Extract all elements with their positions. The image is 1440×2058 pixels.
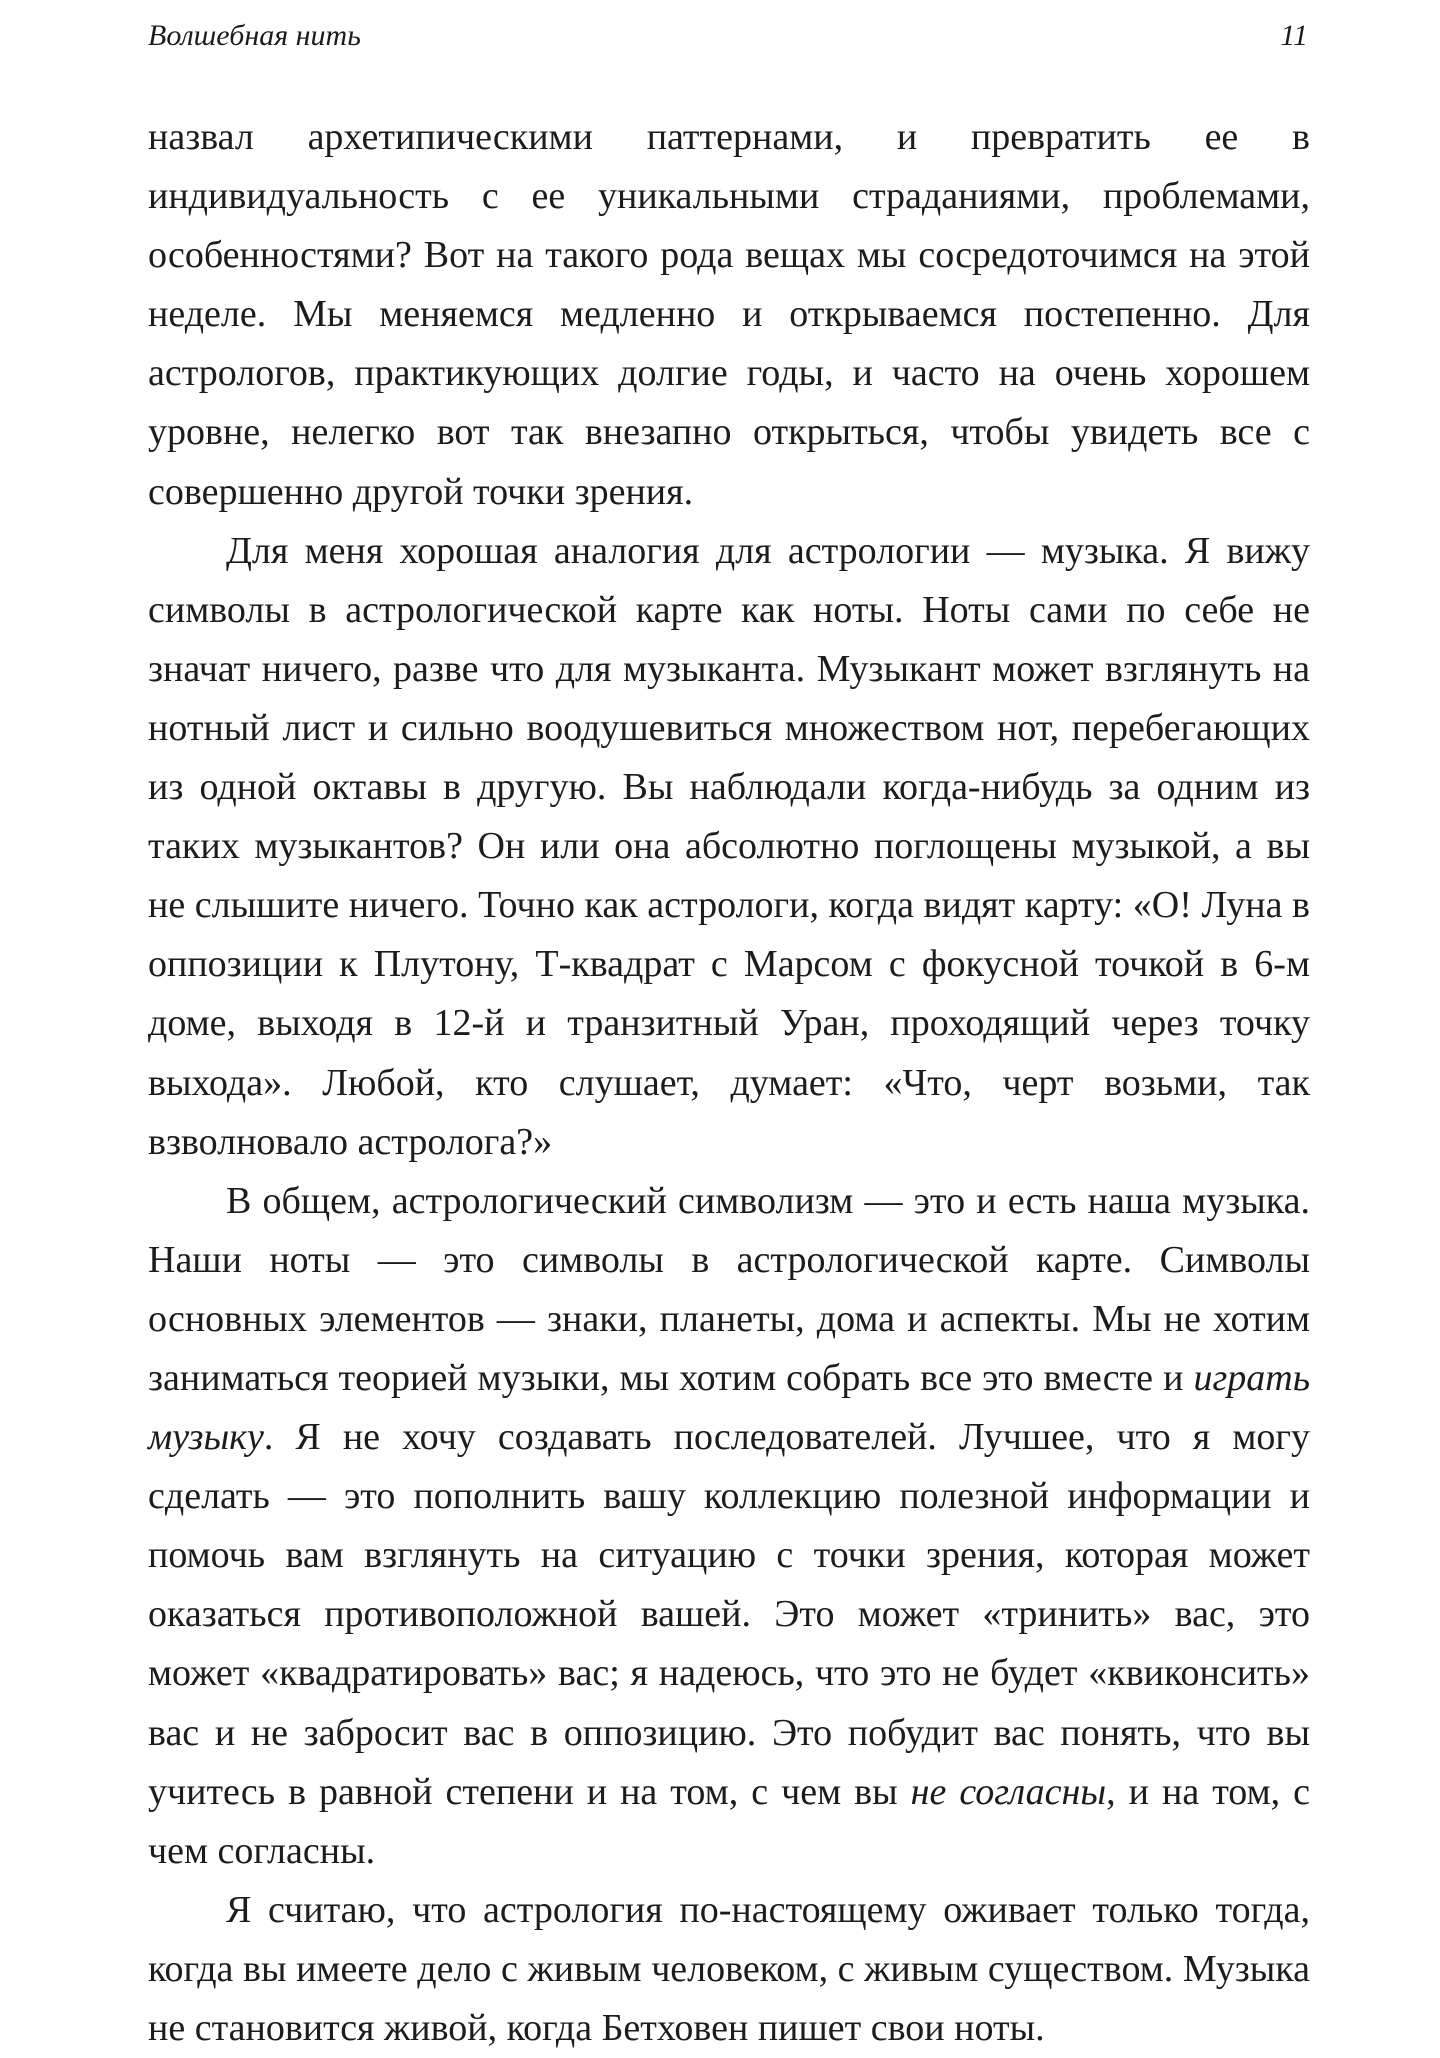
running-title: Волшебная нить <box>148 19 361 52</box>
body-text <box>148 108 1310 2058</box>
paragraph-3-part-b: . Я не хочу создавать последователей. Лучшее, что я могу сделать — это пополнить вашу коллекцию полезной информации и помочь вам взглянуть на ситуацию с точки зрения, которая может оказаться противоположной вашей. Это может «тринить» вас, это может «квадратировать» вас; я надеюсь, что это не будет «квиконсить» вас и не забросит вас в оппозицию. Это побудит вас понять, что вы учитесь в равной степени и на том, с чем вы <box>148 1416 1310 1813</box>
paragraph-3-part-a: В общем, астрологический символизм — это и есть наша музыка. Наши ноты — это символы в астрологической карте. Символы основных элементов — знаки, планеты, дома и аспекты. Мы не хотим заниматься теорией музыки, мы хотим собрать все это вместе и <box>148 1179 1310 1399</box>
emphasis-play-music: играть музыку <box>148 1356 1310 1459</box>
paragraph-3 <box>148 1172 1310 1881</box>
page-number: 11 <box>1280 19 1308 52</box>
running-header <box>148 18 1308 58</box>
paragraph-1: назвал архетипическими паттернами, и превратить ее в индивидуальность с ее уникальными страданиями, проблемами, особенностями? Вот на такого рода вещах мы сосредоточимся на этой неделе. Мы меняемся медленно и открываемся постепенно. Для астрологов, практикующих долгие годы, и часто на очень хорошем уровне, нелегко вот так внезапно открыться, чтобы увидеть все с совершенно другой точки зрения. <box>148 116 1310 513</box>
paragraph-3-part-c: , и на том, с чем согласны. <box>148 1770 1311 1872</box>
paragraph-4: Я считаю, что астрология по-настоящему оживает только тогда, когда вы имеете дело с живым человеком, с живым существом. Музыка не становится живой, когда Бетховен пишет свои ноты. <box>148 1888 1310 2049</box>
emphasis-disagree: не согласны <box>910 1770 1107 1813</box>
paragraph-2: Для меня хорошая аналогия для астрологии — музыка. Я вижу символы в астрологической карте как ноты. Ноты сами по себе не значат ничего, разве что для музыканта. Музыкант может взглянуть на нотный лист и сильно воодушевиться множеством нот, перебегающих из одной октавы в другую. Вы наблюдали когда-нибудь за одним из таких музыкантов? Он или она абсолютно поглощены музыкой, а вы не слышите ничего. Точно как астрологи, когда видят карту: «О! Луна в оппозиции к Плутону, Т-квадрат с Марсом с фокусной точкой в 6-м доме, выходя в 12-й и транзитный Уран, проходящий через точку выхода». Любой, кто слушает, думает: «Что, черт возьми, так взволновало астролога?» <box>148 529 1310 1163</box>
